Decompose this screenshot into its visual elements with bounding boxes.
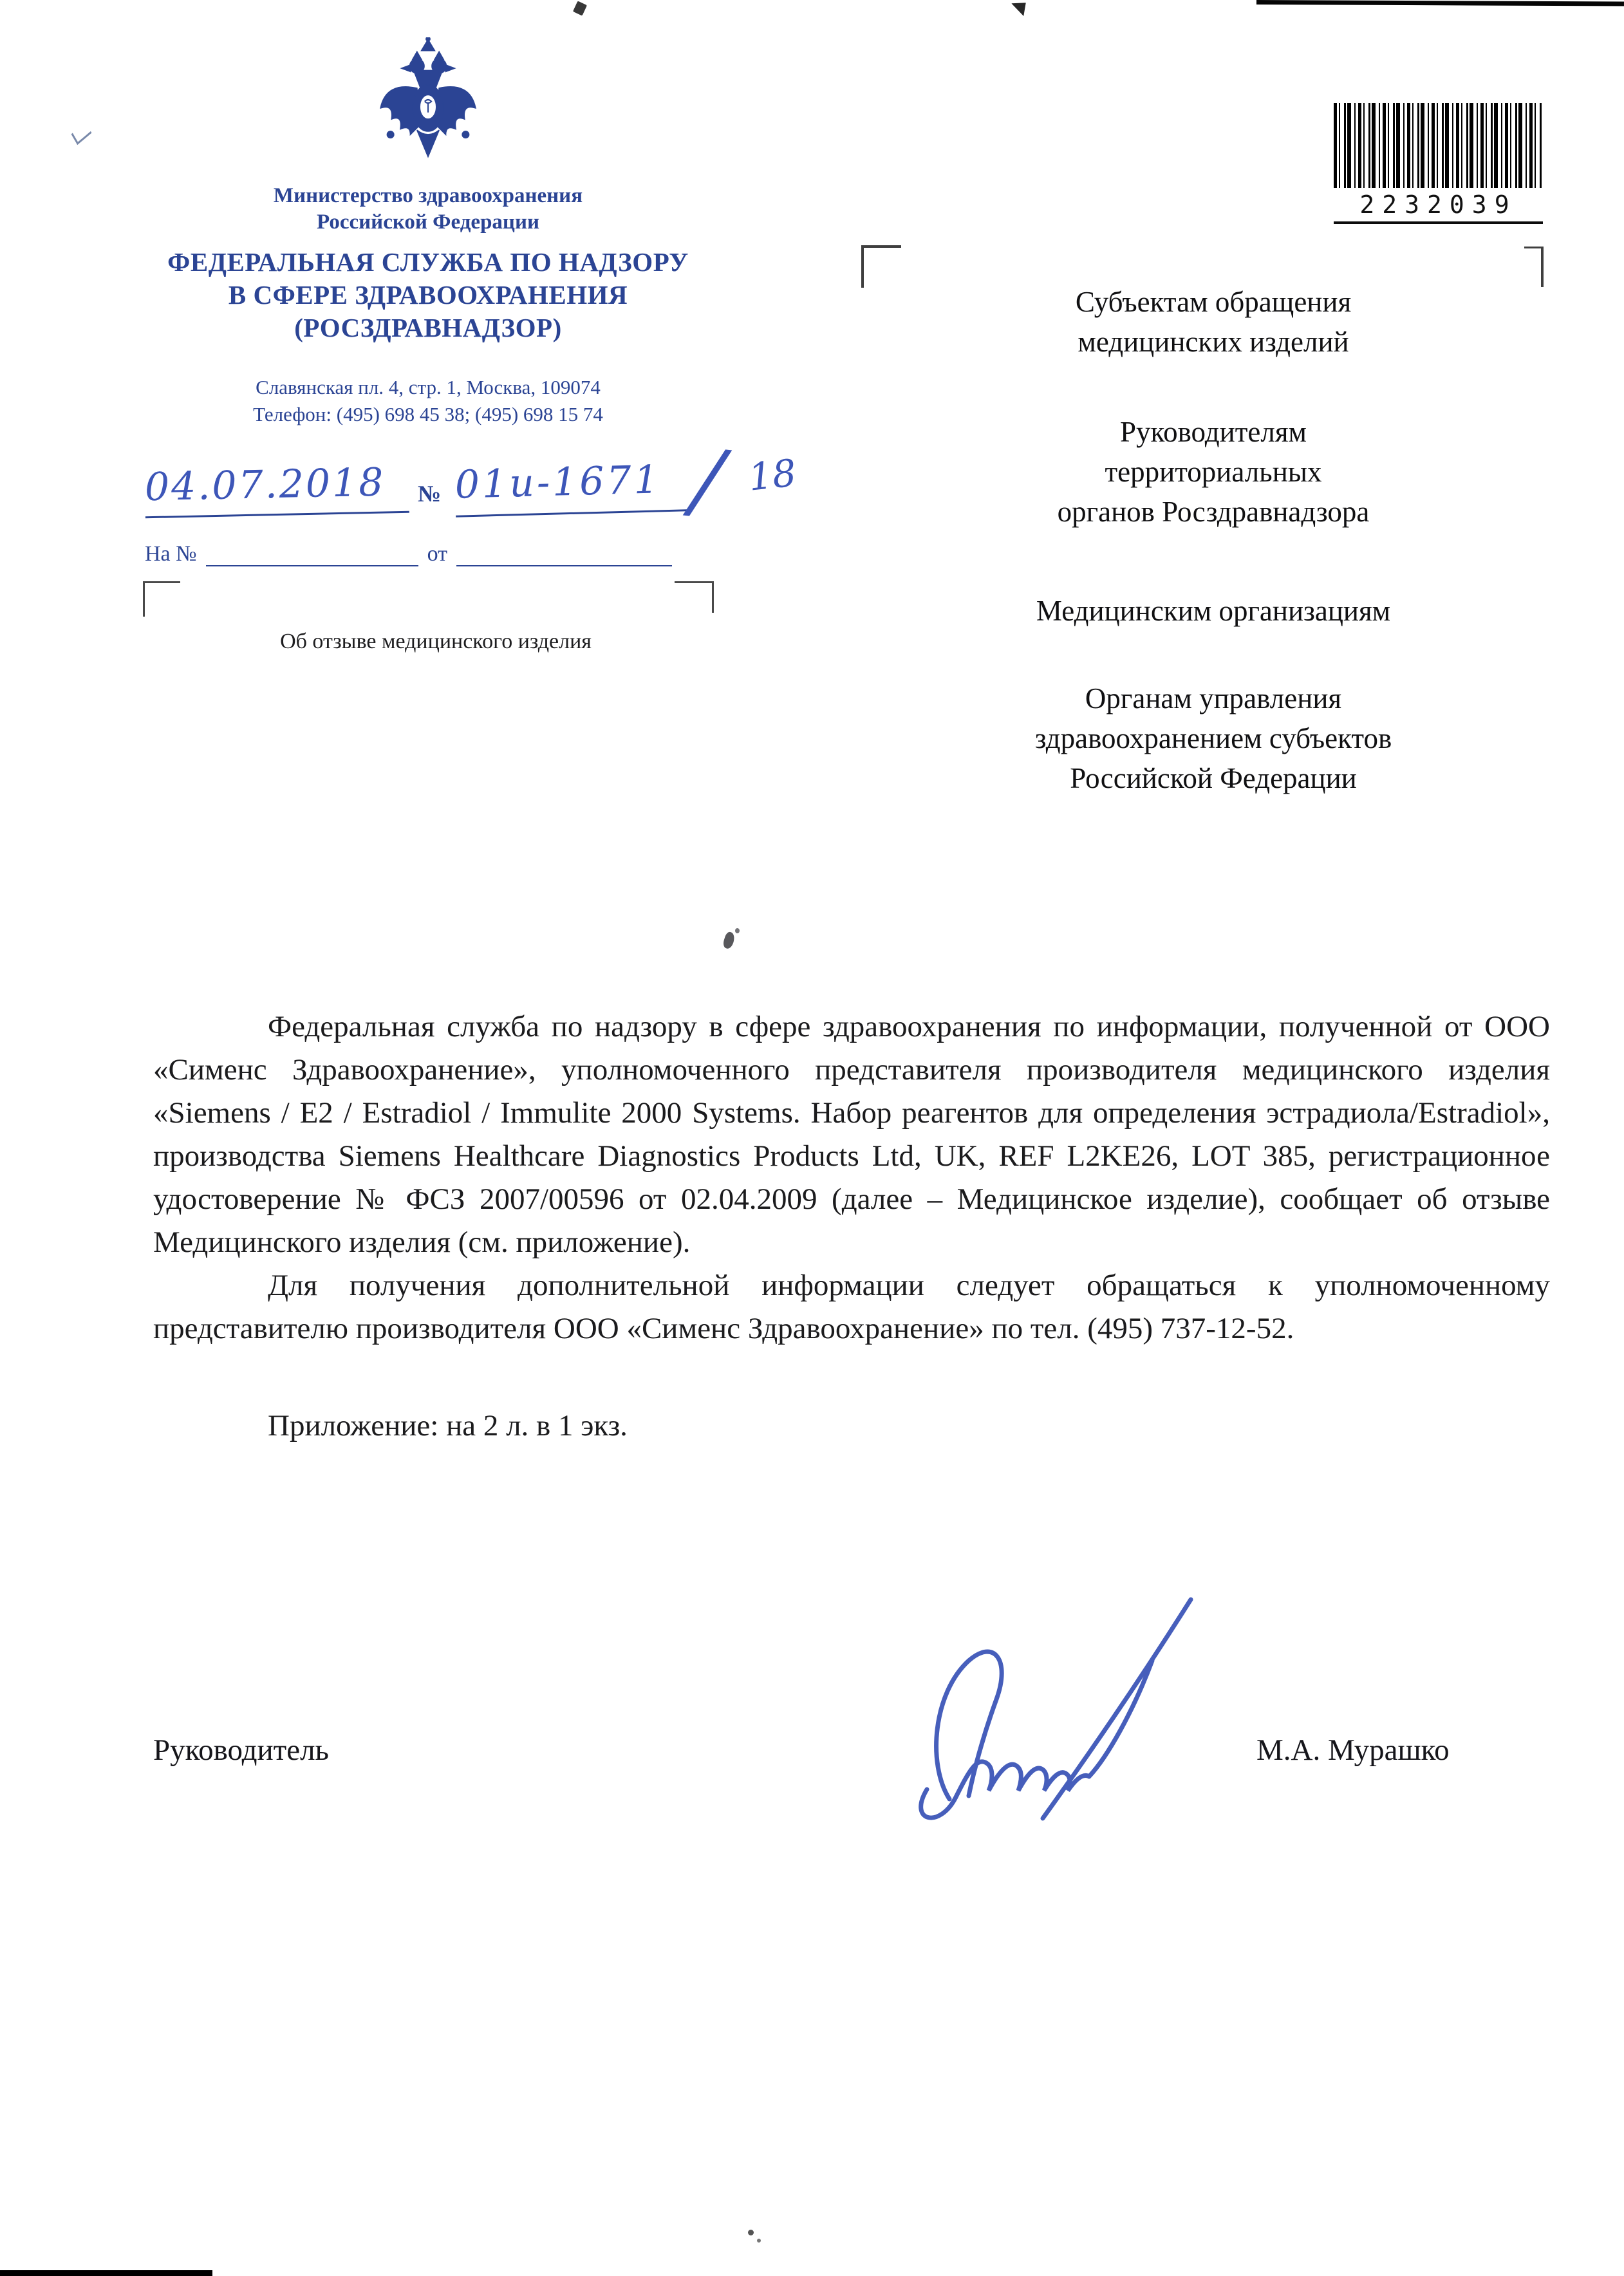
addressee-line: Российской Федерации [1070, 762, 1357, 794]
handwritten-slash: / [688, 430, 727, 532]
attachment-note: Приложение: на 2 л. в 1 экз. [268, 1409, 628, 1442]
phone-numbers: Телефон: (495) 698 45 38; (495) 698 15 74 [253, 403, 603, 425]
barcode-number: 2232039 [1359, 191, 1517, 219]
ministry-name-line2: Российской Федерации [317, 210, 539, 234]
scan-artifact-top-line [1256, 0, 1624, 6]
addressee-line: Органам управления [1085, 682, 1342, 714]
coat-of-arms-eagle-emblem [373, 37, 483, 170]
handwritten-outgoing-number: 01и-1671 [454, 456, 687, 517]
ministry-name [109, 183, 747, 236]
scan-artifact-mark [1011, 0, 1029, 18]
addressee-line: территориальных [1105, 456, 1322, 488]
addressee-line: Руководителям [1120, 416, 1307, 448]
signer-name: М.А. Мурашко [1256, 1733, 1450, 1767]
addressee-line: Медицинским организациям [1036, 595, 1391, 627]
barcode [1334, 103, 1543, 224]
scan-smudge [722, 931, 736, 949]
handwritten-number-suffix: 18 [746, 451, 799, 499]
service-name [109, 246, 747, 344]
addressee-line: Субъектам обращения [1075, 286, 1352, 318]
scan-dot [757, 2239, 761, 2243]
outgoing-reference-row [144, 430, 885, 536]
handwritten-signature [830, 1571, 1268, 1841]
body-paragraph-2: Для получения дополнительной информации следует обращаться к уполномоченному представителю производителя ООО «Сименс Здравоохранение» по тел. (495) 737-12-52. [153, 1269, 1550, 1345]
subject-field-corner-right [675, 581, 714, 613]
scan-artifact-mark [573, 1, 587, 15]
reply-date-blank [456, 542, 672, 566]
subject-field-corner-left [143, 581, 180, 617]
addressee-group [911, 282, 1516, 362]
service-name-line1: ФЕДЕРАЛЬНАЯ СЛУЖБА ПО НАДЗОРУ [167, 247, 689, 277]
addressee-line: здравоохранением субъектов [1034, 722, 1392, 754]
addressee-field-corner-left [861, 245, 901, 288]
letterhead [109, 37, 747, 428]
reply-reference-row [145, 542, 672, 566]
postal-address: Славянская пл. 4, стр. 1, Москва, 109074 [256, 376, 601, 398]
addressee-field-corner-right [1524, 247, 1544, 287]
scan-dot [748, 2230, 754, 2235]
reply-number-blank [206, 542, 418, 566]
number-sign: № [418, 481, 442, 507]
contact-block [109, 374, 747, 428]
signer-position: Руководитель [153, 1733, 329, 1767]
addressee-list [911, 282, 1516, 798]
ministry-name-line1: Министерство здравоохранения [273, 184, 583, 207]
addressee-line: органов Росздравнадзора [1057, 496, 1370, 528]
barcode-bars [1334, 103, 1543, 188]
letter-body [153, 1005, 1550, 1448]
body-paragraph-1: Федеральная служба по надзору в сфере здравоохранения по информации, полученной от ООО «Сименс Здравоохранение», уполномоченного представителя производителя медицинского изделия «Siemens / E2 / Estradiol / Immulite 2000 Systems. Набор реагентов для определения эстрадиола/Estradiol», производства Siemens Healthcare Diagnostics Products Ltd, UK, REF L2KE26, LOT 385, регистрационное удостоверение № ФСЗ 2007/00596 от 02.04.2009 (далее – Медицинское изделие), сообщает об отзыве Медицинского изделия (см. приложение). [153, 1010, 1550, 1259]
handwritten-date: 04.07.2018 [144, 460, 409, 519]
reply-ot-label: от [427, 542, 448, 566]
addressee-line: медицинских изделий [1078, 326, 1349, 358]
reply-na-label: На № [145, 542, 197, 566]
letter-subject: Об отзыве медицинского изделия [280, 630, 592, 653]
addressee-group [911, 591, 1516, 631]
addressee-group [911, 412, 1516, 532]
pen-check-mark [71, 122, 92, 145]
scan-smudge [735, 928, 740, 933]
addressee-group [911, 678, 1516, 798]
service-name-line2: В СФЕРЕ ЗДРАВООХРАНЕНИЯ [228, 280, 628, 310]
service-name-line3: (РОСЗДРАВНАДЗОР) [294, 313, 562, 342]
scan-artifact-bottom-line [0, 2270, 212, 2276]
